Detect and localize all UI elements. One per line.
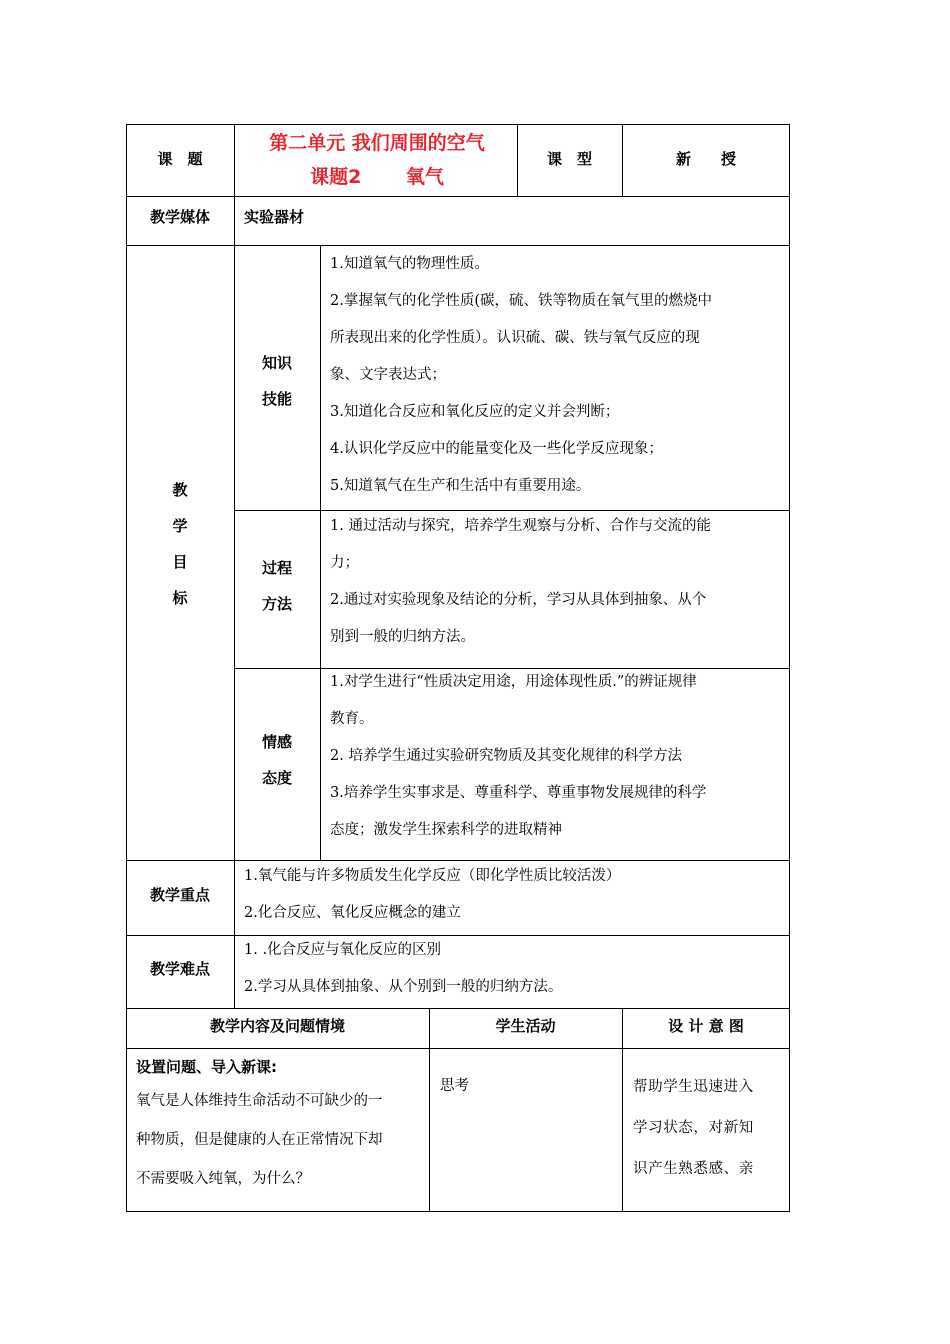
key-points-text: 1.氧气能与许多物质发生化学反应（即化学性质比较活泼） 2.化合反应、氧化反应概念的建立: [244, 868, 621, 921]
col-divider: [622, 1008, 623, 1212]
row-divider: [126, 1048, 790, 1049]
media-label: 教学媒体: [149, 208, 210, 226]
col-header-content: 教学内容及问题情境: [209, 1017, 345, 1035]
col-divider: [429, 1008, 430, 1212]
col-header-student: 学生活动: [495, 1017, 556, 1035]
intro-title: 设置问题、导入新课:: [136, 1058, 277, 1076]
row-divider: [126, 196, 790, 197]
row-divider: [126, 1008, 790, 1009]
ke-ti-label: 课 题: [157, 150, 203, 168]
intro-text: 氧气是人体维持生命活动不可缺少的一 种物质，但是健康的人在正常情况下却 不需要吸入纯氧，为什么？: [136, 1093, 383, 1187]
design-text: 帮助学生迅速进入 学习状态，对新知 识产生熟悉感、亲: [633, 1079, 754, 1177]
goals-label: 教 学 目 标: [172, 481, 188, 607]
media-value: 实验器材: [244, 208, 305, 226]
key-points-label: 教学重点: [149, 886, 210, 904]
ke-xing-value: 新 授: [675, 150, 736, 168]
ke-xing-label: 课 型: [546, 150, 592, 168]
emotion-label: 情感 态度: [261, 733, 292, 787]
lesson-title-line1: 第二单元 我们周围的空气: [269, 132, 485, 154]
student-activity: 思考: [440, 1078, 469, 1094]
process-text: 1. 通过活动与探究，培养学生观察与分析、合作与交流的能 力； 2.通过对实验现象及结论的分析，学习从具体到抽象、从个 别到一般的归纳方法。: [330, 518, 711, 645]
knowledge-label: 知识 技能: [261, 354, 292, 408]
col-divider: [320, 245, 321, 860]
col-header-design: 设 计 意 图: [668, 1017, 744, 1035]
knowledge-text: 1.知道氧气的物理性质。 2.掌握氧气的化学性质(碳，硫、铁等物质在氧气里的燃烧中 所表现出来的化学性质）。认识硫、碳、铁与氧气反应的现 象、文字表达式； 3.知道化合反应和氧化反应的定义并会判断； 4.认识化学反应中的能量变化及一些化学反应现象； 5.知道氧气在生产和生活中有重要用途。: [330, 256, 712, 494]
difficulties-label: 教学难点: [149, 960, 210, 978]
emotion-text: 1.对学生进行“性质决定用途，用途体现性质.”的辨证规律 教育。 2. 培养学生通过实验研究物质及其变化规律的科学方法 3.培养学生实事求是、尊重科学、尊重事物发展规律的科学 态度；激发学生探索科学的进取精神: [330, 674, 707, 838]
difficulties-text: 1. .化合反应与氧化反应的区别 2.学习从具体到抽象、从个别到一般的归纳方法。: [244, 942, 563, 995]
process-label: 过程 方法: [261, 559, 292, 613]
lesson-title-line2: 课题2 氧气: [310, 166, 444, 188]
